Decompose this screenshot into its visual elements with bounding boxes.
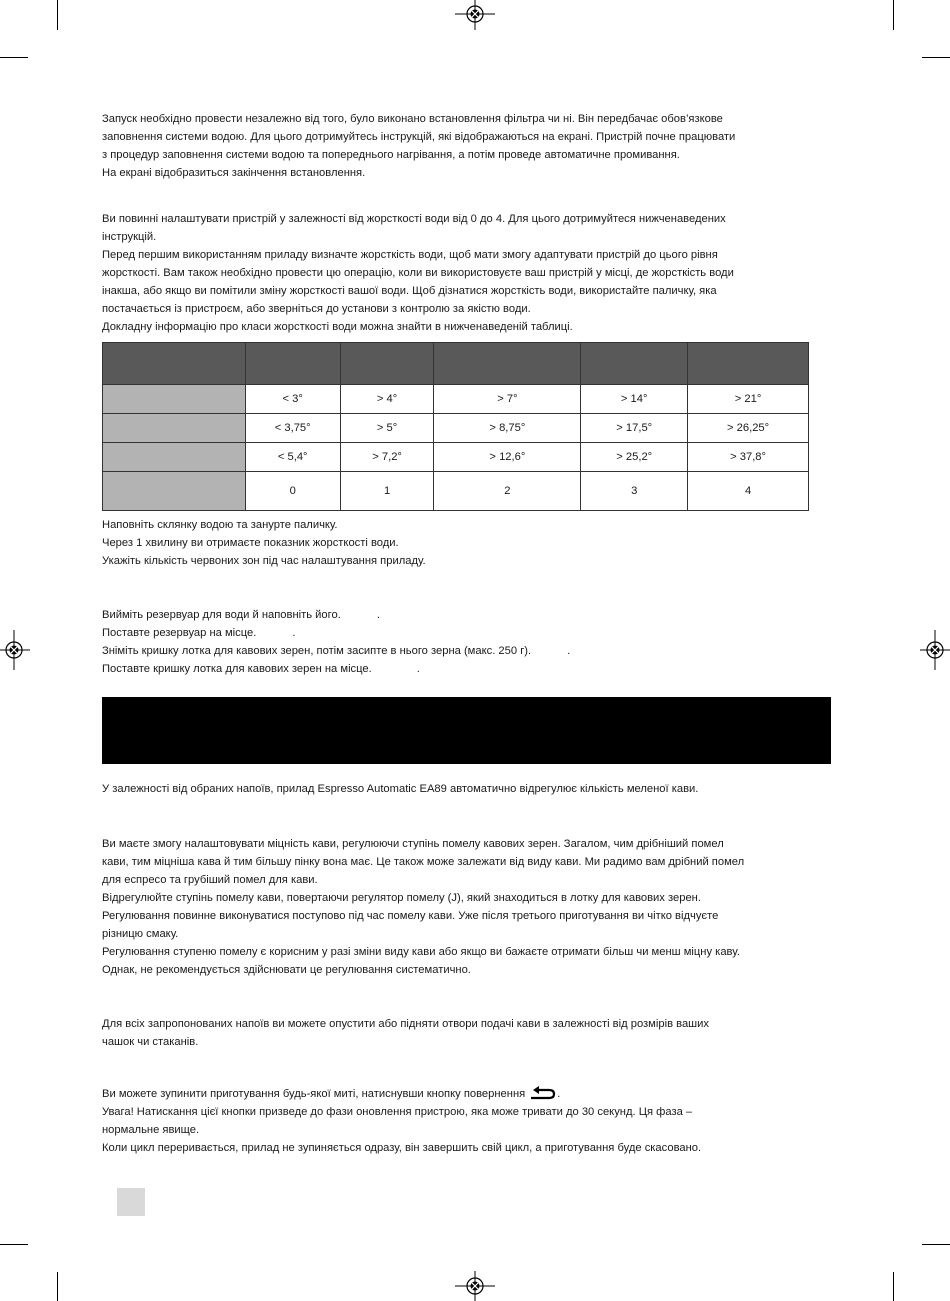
table-header-row (103, 343, 809, 385)
table-cell: > 7° (434, 385, 581, 414)
text-line: чашок чи стаканів. (102, 1036, 199, 1048)
table-cell: 1 (340, 472, 434, 511)
crop-mark (893, 0, 894, 30)
section-header-bar (102, 697, 831, 764)
crop-mark (922, 1244, 950, 1245)
return-icon (529, 1086, 557, 1100)
table-cell: > 8,75° (434, 414, 581, 443)
test-stick-paragraph (102, 516, 831, 570)
fill-instructions (102, 606, 831, 678)
text-line: жорсткості. Вам також необхідно провести цю операцію, коли ви використовуєте ваш пристрій у місці, де жорсткість води (102, 267, 734, 279)
row-header-cell (103, 385, 246, 414)
trailing-dot: . (376, 609, 380, 621)
table-cell: < 5,4° (245, 443, 340, 472)
fill-step-3: Зніміть кришку лотка для кавових зерен, потім засипте в нього зерна (макс. 250 г). (102, 645, 532, 657)
trailing-dot: . (416, 663, 420, 675)
text-line: Однак, не рекомендується здійснювати це регулювання систематично. (102, 964, 471, 976)
text-line: для еспресо та грубіший помел для кави. (102, 874, 318, 886)
fill-step-4: Поставте кришку лотка для кавових зерен на місце. (102, 663, 372, 675)
text-line: Через 1 хвилину ви отримаєте показник жорсткості води. (102, 537, 399, 549)
text-line (102, 606, 831, 624)
row-header-cell (103, 414, 246, 443)
table-cell: < 3,75° (245, 414, 340, 443)
text-line: Ви повинні налаштувати пристрій у залежності від жорсткості води від 0 до 4. Для цього дотримуйтеся нижченаведених (102, 213, 726, 225)
water-hardness-paragraph (102, 210, 831, 336)
crop-mark (893, 1272, 894, 1301)
table-header-cell (581, 343, 688, 385)
table-cell: > 37,8° (688, 443, 809, 472)
text-line: У залежності від обраних напоїв, прилад Espresso Automatic EA89 автоматично відрегулює кількість меленої кави. (102, 783, 699, 795)
table-header-cell (245, 343, 340, 385)
text-line: різницю смаку. (102, 928, 179, 940)
text-line: Для всіх запропонованих напоїв ви можете опустити або підняти отвори подачі кави в залежності від розмірів ваших (102, 1018, 709, 1030)
registration-mark-icon (455, 0, 495, 30)
trailing-dot: . (292, 627, 296, 639)
row-header-cell (103, 443, 246, 472)
fill-step-2: Поставте резервуар на місце. (102, 627, 257, 639)
crop-mark (922, 57, 950, 58)
spout-paragraph (102, 1015, 831, 1051)
table-header-cell (340, 343, 434, 385)
table-row (103, 443, 809, 472)
text-line: Наповніть склянку водою та занурте паличку. (102, 519, 338, 531)
fill-step-1: Вийміть резервуар для води й наповніть його. (102, 609, 341, 621)
table-cell: > 14° (581, 385, 688, 414)
text-line: з процедур заповнення системи водою та попереднього нагрівання, а потім проведе автоматичне промивання. (102, 149, 680, 161)
text-line: Ви маєте змогу налаштовувати міцність кави, регулюючи ступінь помелу кавових зерен. Загалом, чим дрібніший помел (102, 838, 724, 850)
table-row (103, 385, 809, 414)
text-line: Відрегулюйте ступінь помелу кави, повертаючи регулятор помелу (J), який знаходиться в лотку для кавових зерен. (102, 892, 701, 904)
text-line: Регулювання ступеню помелу є корисним у разі зміни виду кави або якщо ви бажаєте отримати більш чи менш міцну каву. (102, 946, 740, 958)
table-header-cell (688, 343, 809, 385)
text-line: інакша, або якщо ви помітили зміну жорсткості вашої води. Щоб дізнатися жорсткість води, використайте паличку, яка (102, 285, 717, 297)
table-cell: > 7,2° (340, 443, 434, 472)
text-line (102, 1085, 831, 1103)
text-line: На екрані відобразиться закінчення встановлення. (102, 167, 366, 179)
registration-mark-icon (920, 630, 950, 670)
text-line: кави, тим міцніша кава й тим більшу пінку вона має. Це також може залежати від виду кави. Ми радимо вам дрібний помел (102, 856, 745, 868)
text-line: постачається із пристроєм, або зверніться до установи з контролю за якістю води. (102, 303, 531, 315)
table-row (103, 414, 809, 443)
registration-mark-icon (0, 630, 30, 670)
text-line: заповнення системи водою. Для цього дотримуйтесь інструкцій, які відображаються на екрані. Пристрій почне працювати (102, 131, 736, 143)
crop-mark (0, 57, 28, 58)
grind-setting-paragraph (102, 835, 831, 979)
table-cell: < 3° (245, 385, 340, 414)
table-cell: > 26,25° (688, 414, 809, 443)
crop-mark (57, 1272, 58, 1301)
text-line: інструкцій. (102, 231, 157, 243)
registration-mark-icon (455, 1271, 495, 1301)
table-cell: 3 (581, 472, 688, 511)
table-row (103, 472, 809, 511)
text-line (102, 642, 831, 660)
table-cell: > 25,2° (581, 443, 688, 472)
text-line: Укажіть кількість червоних зон під час налаштування приладу. (102, 555, 426, 567)
table-cell: 2 (434, 472, 581, 511)
stop-line-text: Ви можете зупинити приготування будь-якої миті, натиснувши кнопку повернення (102, 1088, 526, 1100)
intro-paragraph (102, 110, 831, 182)
page-number-box (117, 1188, 145, 1216)
table-cell: > 4° (340, 385, 434, 414)
text-line: Коли цикл переривається, прилад не зупиняється одразу, він завершить свій цикл, а приготування буде скасовано. (102, 1142, 702, 1154)
text-line: Перед першим використанням приладу визначте жорсткість води, щоб мати змогу адаптувати пристрій до цього рівня (102, 249, 718, 261)
table-cell: 0 (245, 472, 340, 511)
table-cell: > 17,5° (581, 414, 688, 443)
text-line: Увага! Натискання цієї кнопки призведе до фази оновлення пристрою, яка може тривати до 30 секунд. Ця фаза – (102, 1106, 693, 1118)
text-line: Запуск необхідно провести незалежно від того, було виконано встановлення фільтра чи ні. Він передбачає обов’язкове (102, 113, 723, 125)
text-line: Регулювання повинне виконуватися поступово під час помелу кави. Уже після третього приготування ви чітко відчуєте (102, 910, 719, 922)
table-cell: 4 (688, 472, 809, 511)
crop-mark (0, 1244, 28, 1245)
crop-mark (57, 0, 58, 30)
table-header-cell (434, 343, 581, 385)
text-line (102, 660, 831, 678)
text-line (102, 624, 831, 642)
water-hardness-table (102, 342, 809, 511)
row-header-cell (103, 472, 246, 511)
stop-paragraph (102, 1085, 831, 1157)
trailing-dot: . (567, 645, 571, 657)
table-cell: > 5° (340, 414, 434, 443)
table-header-cell (103, 343, 246, 385)
stop-line-end: . (557, 1088, 561, 1100)
table-cell: > 12,6° (434, 443, 581, 472)
grind-auto-paragraph (102, 780, 831, 798)
table-cell: > 21° (688, 385, 809, 414)
text-line: Докладну інформацію про класи жорсткості води можна знайти в нижченаведеній таблиці. (102, 321, 573, 333)
text-line: нормальне явище. (102, 1124, 200, 1136)
